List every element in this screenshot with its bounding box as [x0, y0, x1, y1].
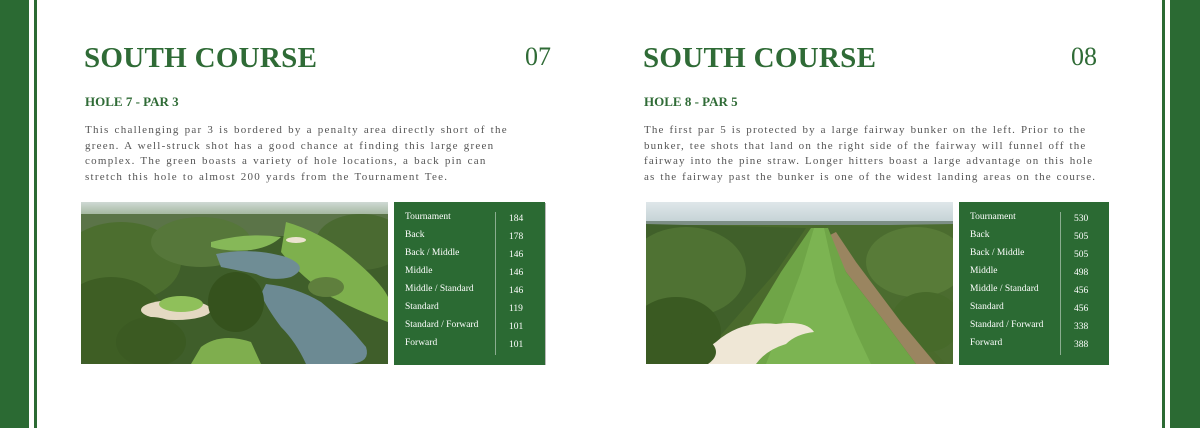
tee-yards: 456: [1074, 286, 1089, 296]
hole-title: HOLE 8 - PAR 5: [644, 94, 738, 109]
yardage-row: [394, 338, 545, 356]
hole-8-aerial-photo: [646, 202, 953, 364]
tee-name: Back: [970, 230, 990, 240]
right-edge-bar: [1170, 0, 1200, 428]
tee-yards: 338: [1074, 322, 1089, 332]
tee-yards: 505: [1074, 232, 1089, 242]
tee-yards: 146: [509, 250, 524, 260]
hole-description: The first par 5 is protected by a large fairway bunker on the left. Prior to the bunker, tee shots that land on the right side of the fairway will funnel off the fairway into the pine straw. Longer hitters boast a large advantage on this hole as the fairway past the bunker is one of the widest landing areas on the course.: [644, 124, 1097, 183]
left-edge-bar: [0, 0, 29, 428]
yardage-row: [394, 284, 545, 302]
course-title: SOUTH COURSE: [84, 42, 318, 74]
tee-yards: 505: [1074, 250, 1089, 260]
tee-name: Standard: [970, 302, 1004, 312]
tee-yards: 498: [1074, 268, 1089, 278]
yardage-table: [394, 202, 545, 365]
yardage-table: [959, 202, 1109, 365]
tee-name: Forward: [405, 338, 438, 348]
tee-yards: 101: [509, 322, 524, 332]
tee-name: Standard / Forward: [970, 320, 1044, 330]
right-edge-stripe: [1162, 0, 1165, 428]
tee-name: Back / Middle: [970, 248, 1025, 258]
tee-name: Middle: [405, 266, 433, 276]
tee-yards: 101: [509, 340, 524, 350]
yardage-row: [959, 338, 1109, 356]
tee-name: Back / Middle: [405, 248, 460, 258]
page-hole-8: [643, 0, 1103, 428]
tee-name: Standard / Forward: [405, 320, 479, 330]
yardage-row: [959, 320, 1109, 338]
hole-description: This challenging par 3 is bordered by a penalty area directly short of the green. A well-struck shot has a good chance at finding this large green complex. The green boasts a variety of hole locations, a back pin can stretch this hole to almost 200 yards from the Tournament Tee.: [85, 124, 508, 183]
page-number: 07: [525, 42, 551, 71]
yardage-row: [959, 284, 1109, 302]
yardage-row: [394, 302, 545, 320]
page-hole-7: [84, 0, 554, 428]
tee-name: Forward: [970, 338, 1003, 348]
tee-yards: 530: [1074, 214, 1089, 224]
tee-name: Standard: [405, 302, 439, 312]
tee-yards: 184: [509, 214, 524, 224]
tee-yards: 146: [509, 286, 524, 296]
tee-name: Middle: [970, 266, 998, 276]
yardage-row: [394, 320, 545, 338]
tee-yards: 456: [1074, 304, 1089, 314]
tee-yards: 388: [1074, 340, 1089, 350]
yardage-row: [959, 266, 1109, 284]
yardage-row: [959, 302, 1109, 320]
tee-name: Tournament: [970, 212, 1016, 222]
tee-name: Middle / Standard: [405, 284, 474, 294]
page-7-vertical-rule: [545, 203, 546, 365]
tee-name: Middle / Standard: [970, 284, 1039, 294]
tee-yards: 119: [509, 304, 523, 314]
yardage-row: [394, 266, 545, 284]
yardage-row: [394, 230, 545, 248]
tee-yards: 178: [509, 232, 524, 242]
yardage-row: [394, 212, 545, 230]
tee-yards: 146: [509, 268, 524, 278]
hole-7-aerial-photo: [81, 202, 388, 364]
yardage-row: [959, 248, 1109, 266]
page-number: 08: [1071, 42, 1097, 71]
yardage-row: [959, 230, 1109, 248]
tee-name: Back: [405, 230, 425, 240]
hole-title: HOLE 7 - PAR 3: [85, 94, 179, 109]
yardage-row: [394, 248, 545, 266]
left-edge-stripe: [34, 0, 37, 428]
yardage-row: [959, 212, 1109, 230]
course-title: SOUTH COURSE: [643, 42, 877, 74]
tee-name: Tournament: [405, 212, 451, 222]
